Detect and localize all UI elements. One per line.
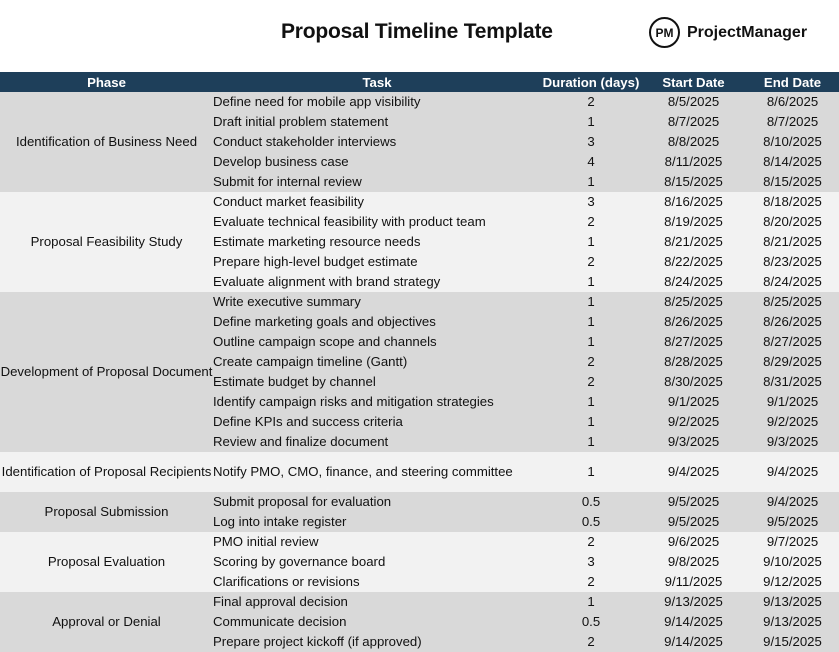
task-cell: Conduct stakeholder interviews	[213, 132, 541, 152]
task-cell: Scoring by governance board	[213, 552, 541, 572]
phase-cell: Identification of Business Need	[0, 92, 213, 192]
start-date-cell: 8/8/2025	[641, 132, 746, 152]
start-date-cell: 8/22/2025	[641, 252, 746, 272]
start-date-cell: 8/28/2025	[641, 352, 746, 372]
duration-cell: 0.5	[541, 492, 641, 512]
task-cell: Create campaign timeline (Gantt)	[213, 352, 541, 372]
start-date-cell: 8/27/2025	[641, 332, 746, 352]
end-date-cell: 9/2/2025	[746, 412, 839, 432]
end-date-cell: 9/4/2025	[746, 492, 839, 512]
duration-cell: 2	[541, 372, 641, 392]
end-date-cell: 8/10/2025	[746, 132, 839, 152]
start-date-cell: 9/11/2025	[641, 572, 746, 592]
end-date-cell: 8/15/2025	[746, 172, 839, 192]
duration-cell: 1	[541, 392, 641, 412]
phase-cell: Development of Proposal Document	[0, 292, 213, 452]
column-header-end-date: End Date	[746, 72, 839, 92]
duration-cell: 3	[541, 192, 641, 212]
start-date-cell: 9/1/2025	[641, 392, 746, 412]
task-cell: Develop business case	[213, 152, 541, 172]
duration-cell: 2	[541, 572, 641, 592]
start-date-cell: 9/4/2025	[641, 452, 746, 492]
table-row	[0, 192, 839, 212]
table-row	[0, 532, 839, 552]
end-date-cell: 9/12/2025	[746, 572, 839, 592]
end-date-cell: 8/26/2025	[746, 312, 839, 332]
duration-cell: 1	[541, 592, 641, 612]
end-date-cell: 8/20/2025	[746, 212, 839, 232]
start-date-cell: 9/5/2025	[641, 492, 746, 512]
start-date-cell: 9/8/2025	[641, 552, 746, 572]
phase-group	[0, 492, 839, 532]
task-cell: Prepare high-level budget estimate	[213, 252, 541, 272]
brand-name: ProjectManager	[687, 23, 808, 41]
phase-cell: Identification of Proposal Recipients	[0, 452, 213, 492]
duration-cell: 1	[541, 452, 641, 492]
duration-cell: 0.5	[541, 612, 641, 632]
task-cell: Estimate budget by channel	[213, 372, 541, 392]
end-date-cell: 8/27/2025	[746, 332, 839, 352]
end-date-cell: 9/15/2025	[746, 632, 839, 652]
task-cell: Evaluate technical feasibility with product team	[213, 212, 541, 232]
phase-group	[0, 92, 839, 192]
end-date-cell: 9/10/2025	[746, 552, 839, 572]
duration-cell: 2	[541, 532, 641, 552]
table-row	[0, 92, 839, 112]
end-date-cell: 9/4/2025	[746, 452, 839, 492]
column-header-duration: Duration (days)	[541, 72, 641, 92]
duration-cell: 4	[541, 152, 641, 172]
task-cell: Log into intake register	[213, 512, 541, 532]
pm-logo-icon: PM	[649, 17, 680, 48]
duration-cell: 1	[541, 232, 641, 252]
task-cell: Review and finalize document	[213, 432, 541, 452]
duration-cell: 1	[541, 312, 641, 332]
table-row	[0, 452, 839, 492]
phase-group	[0, 532, 839, 592]
task-cell: Draft initial problem statement	[213, 112, 541, 132]
start-date-cell: 9/5/2025	[641, 512, 746, 532]
start-date-cell: 8/15/2025	[641, 172, 746, 192]
task-cell: Clarifications or revisions	[213, 572, 541, 592]
end-date-cell: 9/13/2025	[746, 612, 839, 632]
start-date-cell: 8/11/2025	[641, 152, 746, 172]
end-date-cell: 8/7/2025	[746, 112, 839, 132]
start-date-cell: 8/16/2025	[641, 192, 746, 212]
end-date-cell: 8/18/2025	[746, 192, 839, 212]
task-cell: Communicate decision	[213, 612, 541, 632]
start-date-cell: 8/25/2025	[641, 292, 746, 312]
start-date-cell: 8/7/2025	[641, 112, 746, 132]
duration-cell: 2	[541, 632, 641, 652]
duration-cell: 2	[541, 212, 641, 232]
duration-cell: 2	[541, 352, 641, 372]
task-cell: Define marketing goals and objectives	[213, 312, 541, 332]
start-date-cell: 9/14/2025	[641, 632, 746, 652]
task-cell: Define KPIs and success criteria	[213, 412, 541, 432]
duration-cell: 0.5	[541, 512, 641, 532]
task-cell: Estimate marketing resource needs	[213, 232, 541, 252]
phase-cell: Proposal Feasibility Study	[0, 192, 213, 292]
start-date-cell: 9/6/2025	[641, 532, 746, 552]
duration-cell: 1	[541, 292, 641, 312]
end-date-cell: 8/14/2025	[746, 152, 839, 172]
duration-cell: 1	[541, 112, 641, 132]
task-cell: Evaluate alignment with brand strategy	[213, 272, 541, 292]
phase-group	[0, 292, 839, 452]
phase-cell: Proposal Evaluation	[0, 532, 213, 592]
table-header	[0, 72, 839, 92]
start-date-cell: 8/24/2025	[641, 272, 746, 292]
task-cell: PMO initial review	[213, 532, 541, 552]
end-date-cell: 8/29/2025	[746, 352, 839, 372]
start-date-cell: 9/14/2025	[641, 612, 746, 632]
duration-cell: 2	[541, 252, 641, 272]
duration-cell: 1	[541, 332, 641, 352]
header-row	[0, 72, 839, 92]
duration-cell: 3	[541, 552, 641, 572]
duration-cell: 1	[541, 172, 641, 192]
phase-group	[0, 192, 839, 292]
end-date-cell: 8/23/2025	[746, 252, 839, 272]
end-date-cell: 9/1/2025	[746, 392, 839, 412]
phase-cell: Proposal Submission	[0, 492, 213, 532]
duration-cell: 3	[541, 132, 641, 152]
end-date-cell: 9/5/2025	[746, 512, 839, 532]
task-cell: Outline campaign scope and channels	[213, 332, 541, 352]
table-row	[0, 492, 839, 512]
task-cell: Notify PMO, CMO, finance, and steering committee	[213, 452, 541, 492]
end-date-cell: 8/25/2025	[746, 292, 839, 312]
duration-cell: 1	[541, 272, 641, 292]
start-date-cell: 9/2/2025	[641, 412, 746, 432]
column-header-start-date: Start Date	[641, 72, 746, 92]
task-cell: Conduct market feasibility	[213, 192, 541, 212]
end-date-cell: 8/24/2025	[746, 272, 839, 292]
task-cell: Submit proposal for evaluation	[213, 492, 541, 512]
start-date-cell: 9/3/2025	[641, 432, 746, 452]
phase-cell: Approval or Denial	[0, 592, 213, 652]
end-date-cell: 8/31/2025	[746, 372, 839, 392]
duration-cell: 1	[541, 432, 641, 452]
page-title: Proposal Timeline Template	[281, 20, 553, 43]
start-date-cell: 8/5/2025	[641, 92, 746, 112]
phase-group	[0, 452, 839, 492]
table-row	[0, 592, 839, 612]
start-date-cell: 8/19/2025	[641, 212, 746, 232]
end-date-cell: 9/7/2025	[746, 532, 839, 552]
task-cell: Write executive summary	[213, 292, 541, 312]
column-header-phase: Phase	[0, 72, 213, 92]
duration-cell: 2	[541, 92, 641, 112]
start-date-cell: 8/21/2025	[641, 232, 746, 252]
start-date-cell: 8/30/2025	[641, 372, 746, 392]
task-cell: Prepare project kickoff (if approved)	[213, 632, 541, 652]
task-cell: Submit for internal review	[213, 172, 541, 192]
end-date-cell: 8/21/2025	[746, 232, 839, 252]
start-date-cell: 9/13/2025	[641, 592, 746, 612]
end-date-cell: 9/3/2025	[746, 432, 839, 452]
task-cell: Identify campaign risks and mitigation strategies	[213, 392, 541, 412]
end-date-cell: 9/13/2025	[746, 592, 839, 612]
column-header-task: Task	[213, 72, 541, 92]
start-date-cell: 8/26/2025	[641, 312, 746, 332]
end-date-cell: 8/6/2025	[746, 92, 839, 112]
brand-logo	[649, 17, 807, 48]
table-row	[0, 292, 839, 312]
duration-cell: 1	[541, 412, 641, 432]
task-cell: Define need for mobile app visibility	[213, 92, 541, 112]
timeline-table	[0, 72, 839, 652]
task-cell: Final approval decision	[213, 592, 541, 612]
phase-group	[0, 592, 839, 652]
